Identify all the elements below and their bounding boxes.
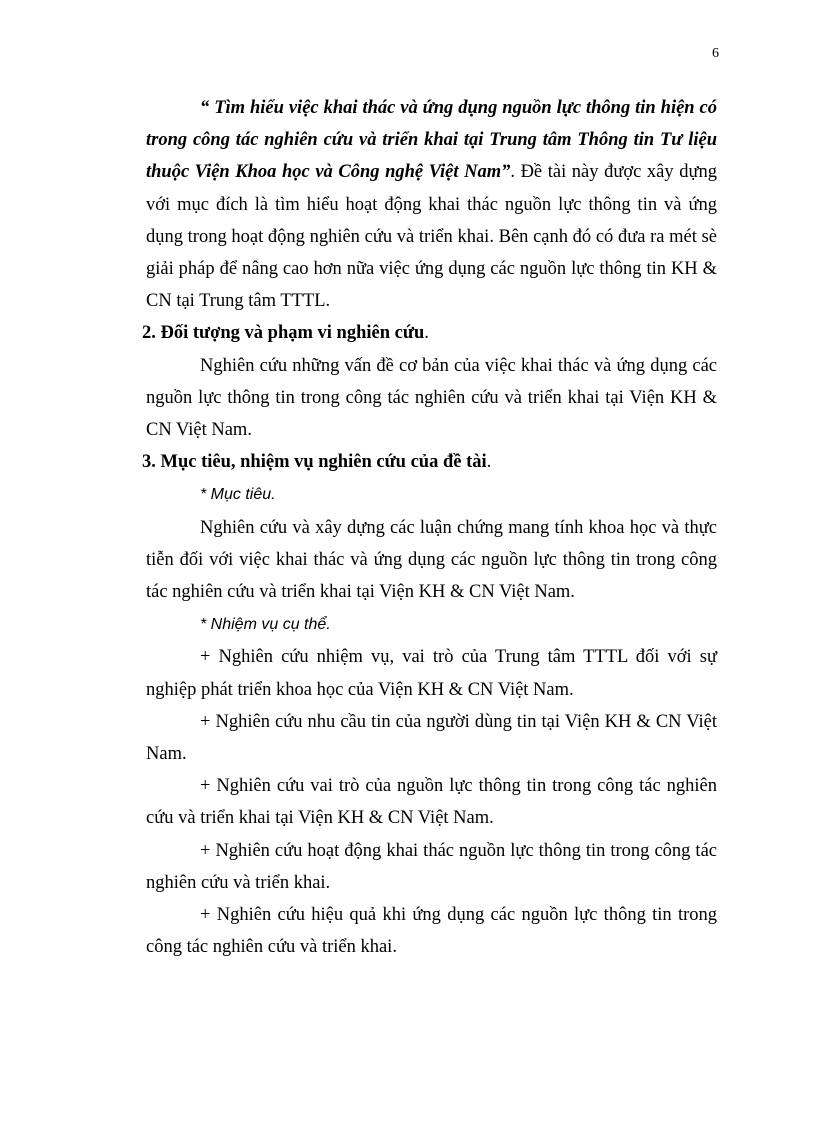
- intro-paragraph: [146, 92, 717, 317]
- intro-text: . Đề tài này được xây dựng với mục đích là tìm hiểu hoạt động khai thác nguồn lực thông tin và ứng dụng trong hoạt động nghiên cứu và triển khai. Bên cạnh đó có đưa ra mét sè giải pháp để nâng cao hơn nữa việc ứng dụng các nguồn lực thông tin KH & CN tại Trung tâm TTTL.: [146, 162, 717, 312]
- section-2-heading-text: 2. Đối tượng và phạm vi nghiên cứu: [142, 323, 425, 344]
- section-2-heading: [142, 317, 717, 349]
- document-body: [142, 92, 717, 963]
- section-3-heading-end: .: [486, 452, 492, 473]
- task-item: + Nghiên cứu nhu cầu tin của người dùng tin tại Viện KH & CN Việt Nam.: [146, 711, 717, 765]
- task-item: + Nghiên cứu vai trò của nguồn lực thông tin trong công tác nghiên cứu và triển khai tại Viện KH & CN Việt Nam.: [146, 776, 717, 829]
- topic-title: “ Tìm hiểu việc khai thác và ứng dụng nguồn lực thông tin hiện có trong công tác nghiên cứu và triển khai tại Trung tâm Thông tin Tư liệu thuộc Viện Khoa học và Công nghệ Việt Nam”: [146, 98, 717, 183]
- goal-text: Nghiên cứu và xây dựng các luận chứng mang tính khoa học và thực tiễn đối với việc khai thác và ứng dụng các nguồn lực thông tin trong công tác nghiên cứu và triển khai tại Viện KH & CN Việt Nam.: [146, 517, 717, 603]
- section-2-heading-end: .: [424, 323, 429, 344]
- section-3-heading: [142, 446, 717, 478]
- page-number: 6: [712, 46, 719, 61]
- task-item: + Nghiên cứu hiệu quả khi ứng dụng các nguồn lực thông tin trong công tác nghiên cứu và triển khai.: [146, 905, 717, 958]
- task-item: + Nghiên cứu nhiệm vụ, vai trò của Trung tâm TTTL đối với sự nghiệp phát triển khoa học của Viện KH & CN Việt Nam.: [146, 647, 717, 700]
- section-3-heading-text: 3. Mục tiêu, nhiệm vụ nghiên cứu của đề tài: [142, 452, 487, 473]
- tasks-label: * Nhiệm vụ cụ thể.: [200, 616, 331, 634]
- goal-label: * Mục tiêu.: [200, 486, 276, 504]
- task-item: + Nghiên cứu hoạt động khai thác nguồn lực thông tin trong công tác nghiên cứu và triển khai.: [146, 840, 717, 893]
- section-2-body: Nghiên cứu những vấn đề cơ bản của việc khai thác và ứng dụng các nguồn lực thông tin trong công tác nghiên cứu và triển khai tại Viện KH & CN Việt Nam.: [146, 355, 717, 441]
